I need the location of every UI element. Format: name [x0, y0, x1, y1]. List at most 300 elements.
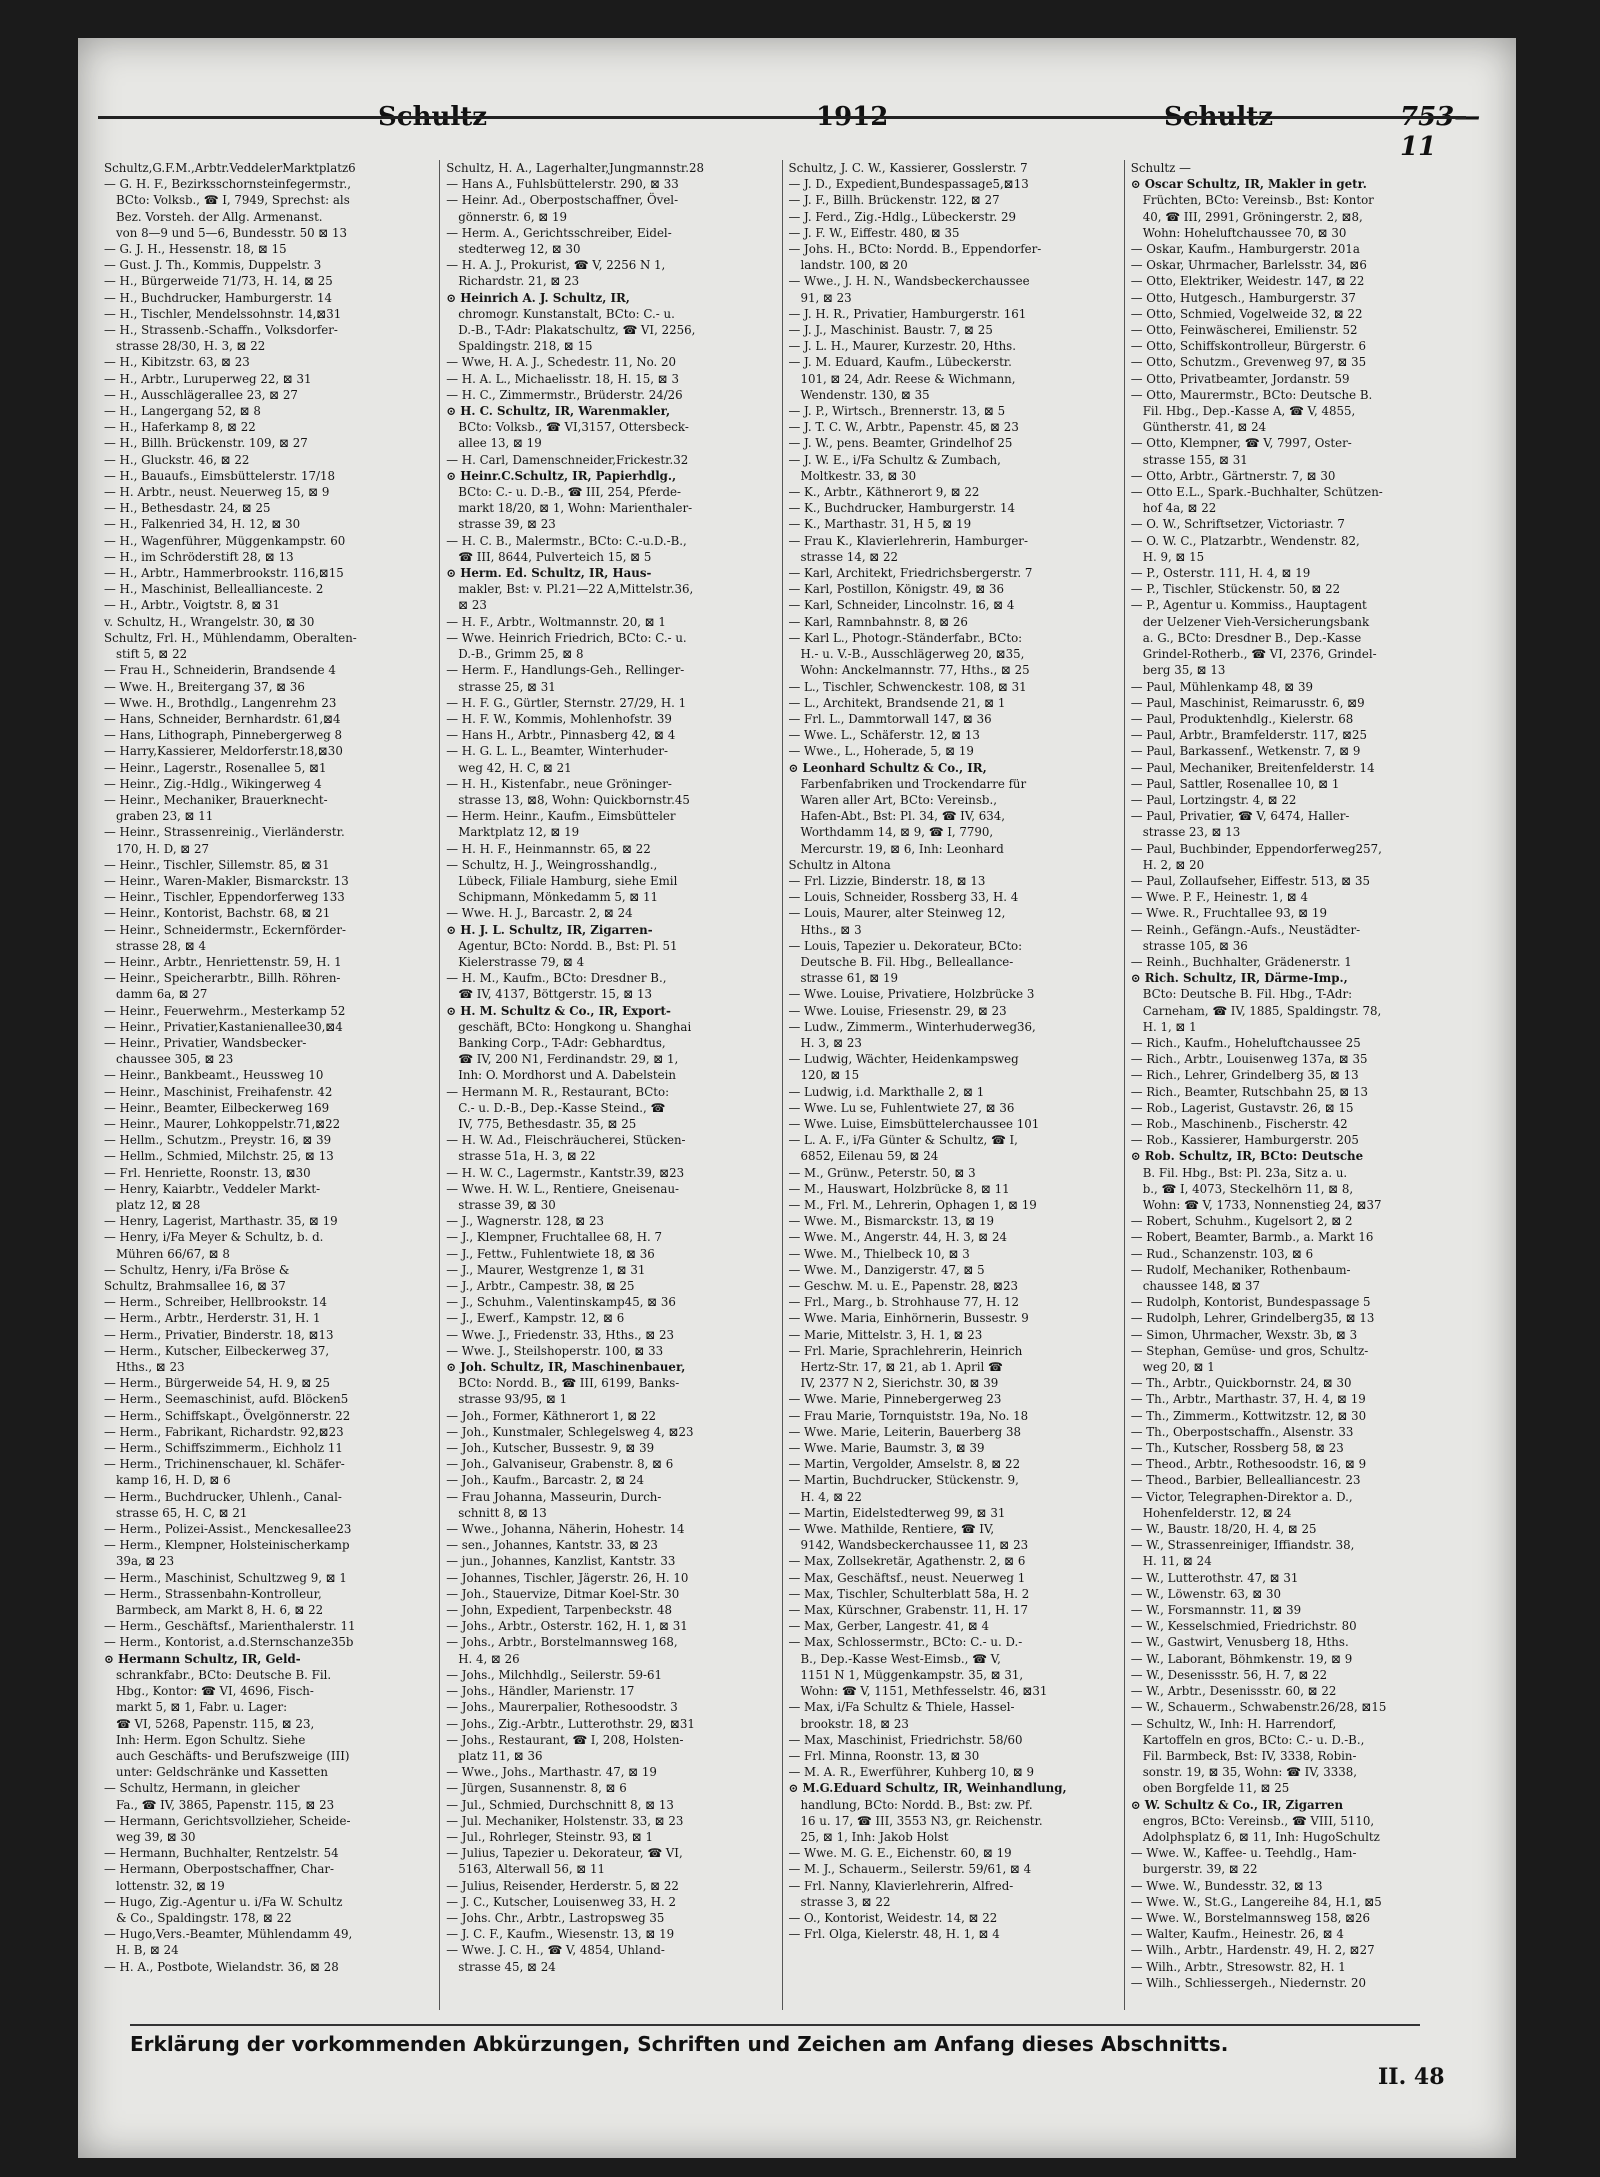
directory-entry: — Hans A., Fuhlsbüttelerstr. 290, ⊠ 33	[446, 177, 679, 192]
directory-entry: — Schultz, W., Inh: H. Harrendorf,	[1130, 1716, 1337, 1731]
directory-entry: — Wilh., Arbtr., Hardenstr. 49, H. 2, ⊠27	[1130, 1943, 1375, 1958]
directory-entry: Richardstr. 21, ⊠ 23	[458, 274, 580, 289]
directory-entry: — Wwe. H., Brothdlg., Langenrehm 23	[104, 695, 337, 710]
directory-entry: — J. W., pens. Beamter, Grindelhof 25	[788, 436, 1013, 451]
directory-entry: — Max, Kürschner, Grabenstr. 11, H. 17	[788, 1603, 1028, 1618]
directory-entry: — Frl. L., Dammtorwall 147, ⊠ 36	[788, 711, 992, 726]
directory-entry: — Heinr., Tischler, Eppendorferweg 133	[104, 890, 345, 905]
directory-entry: — Rob., Kassierer, Hamburgerstr. 205	[1130, 1133, 1359, 1148]
directory-entry: ☎ VI, 5268, Papenstr. 115, ⊠ 23,	[116, 1716, 315, 1731]
directory-entry: H.- u. V.-B., Ausschlägerweg 20, ⊠35,	[800, 647, 1025, 662]
directory-entry: — Wwe., Johanna, Näherin, Hohestr. 14	[446, 1522, 685, 1537]
directory-entry: — Hans, Schneider, Bernhardstr. 61,⊠4	[104, 711, 341, 726]
directory-entry: a. G., BCto: Dresdner B., Dep.-Kasse	[1142, 630, 1362, 645]
directory-entry: — Rudolph, Kontorist, Bundespassage 5	[1130, 1295, 1371, 1310]
directory-entry: 6852, Eilenau 59, ⊠ 24	[800, 1149, 939, 1164]
directory-entry: — Otto, Schutzm., Grevenweg 97, ⊠ 35	[1130, 355, 1367, 370]
directory-entry: Marktplatz 12, ⊠ 19	[458, 825, 580, 840]
directory-entry: H. B, ⊠ 24	[116, 1943, 179, 1958]
directory-entry: — Otto E.L., Spark.-Buchhalter, Schützen-	[1130, 485, 1383, 500]
directory-entry: — Hugo, Zig.-Agentur u. i/Fa W. Schultz	[104, 1894, 343, 1909]
directory-entry: — J. H. R., Privatier, Hamburgerstr. 161	[788, 306, 1027, 321]
directory-entry: strasse 39, ⊠ 23	[458, 517, 556, 532]
directory-entry: strasse 13, ⊠8, Wohn: Quickbornstr.45	[458, 792, 690, 807]
directory-entry: Güntherstr. 41, ⊠ 24	[1142, 420, 1267, 435]
directory-entry: B., Dep.-Kasse West-Eimsb., ☎ V,	[800, 1651, 1001, 1666]
directory-entry: — Johs. Chr., Arbtr., Lastropsweg 35	[446, 1910, 665, 1925]
directory-entry: — Otto, Elektriker, Weidestr. 147, ⊠ 22	[1130, 274, 1365, 289]
directory-entry: — Heinr., Schneidermstr., Eckernförder-	[104, 922, 347, 937]
directory-entry: Schultz —	[1130, 161, 1191, 175]
directory-entry: — O., Kontorist, Weidestr. 14, ⊠ 22	[788, 1910, 998, 1925]
directory-entry: sonstr. 19, ⊠ 35, Wohn: ☎ IV, 3338,	[1142, 1765, 1357, 1780]
directory-entry: — Ludwig, Wächter, Heidenkampsweg	[788, 1052, 1019, 1067]
directory-entry: BCto: Volksb., ☎ I, 7949, Sprechst: als	[116, 193, 350, 208]
directory-entry: — Herm., Bürgerweide 54, H. 9, ⊠ 25	[104, 1376, 331, 1391]
directory-entry: — Wwe., L., Hoherade, 5, ⊠ 19	[788, 744, 974, 759]
directory-entry: lottenstr. 32, ⊠ 19	[116, 1878, 225, 1893]
directory-entry: Hohenfelderstr. 12, ⊠ 24	[1142, 1505, 1292, 1520]
directory-entry: — Wwe. H. J., Barcastr. 2, ⊠ 24	[446, 906, 633, 921]
directory-entry: 39a, ⊠ 23	[116, 1554, 175, 1569]
directory-entry: — Heinr., Speicherarbtr., Billh. Röhren-	[104, 971, 341, 986]
directory-entry: — L. A. F., i/Fa Günter & Schultz, ☎ I,	[788, 1133, 1018, 1148]
directory-entry: — Henry, Lagerist, Marthastr. 35, ⊠ 19	[104, 1214, 338, 1229]
directory-entry: — Wwe. Mathilde, Rentiere, ☎ IV,	[788, 1522, 995, 1537]
directory-entry: — Jul., Schmied, Durchschnitt 8, ⊠ 13	[446, 1797, 674, 1812]
directory-entry: — J., Klempner, Fruchtallee 68, H. 7	[446, 1230, 663, 1245]
directory-entry: — H., Arbtr., Voigtstr. 8, ⊠ 31	[104, 598, 281, 613]
directory-entry: Wohn: Hoheluftchaussee 70, ⊠ 30	[1142, 225, 1347, 240]
directory-entry: strasse 65, H. C, ⊠ 21	[116, 1505, 248, 1520]
directory-entry: 40, ☎ III, 2991, Gröningerstr. 2, ⊠8,	[1142, 209, 1363, 224]
directory-entry: — Herm., Schiffszimmerm., Eichholz 11	[104, 1441, 343, 1456]
directory-entry: chromogr. Kunstanstalt, BCto: C.- u.	[458, 306, 675, 321]
directory-entry: — Frl. Lizzie, Binderstr. 18, ⊠ 13	[788, 873, 986, 888]
directory-entry: — Wwe. Louise, Friesenstr. 29, ⊠ 23	[788, 1003, 1007, 1018]
directory-entry: ⊙ Hermann Schultz, IR, Geld-	[104, 1651, 301, 1666]
directory-entry: — Johs., Händler, Marienstr. 17	[446, 1684, 635, 1699]
directory-entry: — Johannes, Tischler, Jägerstr. 26, H. 10	[446, 1570, 689, 1585]
directory-entry: Spaldingstr. 218, ⊠ 15	[458, 339, 593, 354]
directory-entry: — M. A. R., Ewerführer, Kuhberg 10, ⊠ 9	[788, 1765, 1035, 1780]
directory-entry: H. 4, ⊠ 26	[458, 1651, 520, 1666]
directory-entry: — Herm., Kutscher, Eilbeckerweg 37,	[104, 1343, 330, 1358]
directory-entry: — Paul, Privatier, ☎ V, 6474, Haller-	[1130, 809, 1350, 824]
directory-entry: — Herm., Geschäftsf., Marienthalerstr. 11	[104, 1619, 356, 1634]
directory-entry: — Frl. Marie, Sprachlehrerin, Heinrich	[788, 1343, 1023, 1358]
directory-entry: Farbenfabriken und Trockendarre für	[800, 776, 1027, 791]
directory-entry: — H., Bürgerweide 71/73, H. 14, ⊠ 25	[104, 274, 333, 289]
directory-entry: — H. F. W., Kommis, Mohlenhofstr. 39	[446, 711, 672, 726]
directory-entry: — J. J., Maschinist. Baustr. 7, ⊠ 25	[788, 323, 993, 338]
directory-entry: Moltkestr. 33, ⊠ 30	[800, 468, 917, 483]
directory-entry: strasse 28/30, H. 3, ⊠ 22	[116, 339, 266, 354]
directory-entry: — Hans H., Arbtr., Pinnasberg 42, ⊠ 4	[446, 728, 676, 743]
column-3	[782, 160, 1124, 2010]
directory-entry: — Max, Schlossermstr., BCto: C.- u. D.-	[788, 1635, 1023, 1650]
directory-entry: von 8—9 und 5—6, Bundesstr. 50 ⊠ 13	[116, 225, 347, 240]
directory-entry: — Otto, Arbtr., Gärtnerstr. 7, ⊠ 30	[1130, 468, 1336, 483]
directory-entry: — Paul, Mühlenkamp 48, ⊠ 39	[1130, 679, 1314, 694]
directory-entry: — Harry,Kassierer, Meldorferstr.18,⊠30	[104, 744, 343, 759]
directory-entry: allee 13, ⊠ 19	[458, 436, 542, 451]
directory-entry: Kielerstrasse 79, ⊠ 4	[458, 954, 585, 969]
page-header	[78, 102, 1516, 162]
directory-entry: H. 4, ⊠ 22	[800, 1489, 862, 1504]
directory-entry: Wohn: ☎ V, 1151, Methfesselstr. 46, ⊠31	[800, 1684, 1048, 1699]
directory-entry: — Herm., Polizei-Assist., Menckesallee23	[104, 1522, 352, 1537]
column-4	[1124, 160, 1466, 2010]
directory-entry: — Heinr., Beamter, Eilbeckerweg 169	[104, 1100, 330, 1115]
directory-entry: — Hellm., Schmied, Milchstr. 25, ⊠ 13	[104, 1149, 334, 1164]
directory-entry: — Herm., Strassenbahn-Kontrolleur,	[104, 1586, 322, 1601]
directory-entry: — Wwe. M., Bismarckstr. 13, ⊠ 19	[788, 1214, 994, 1229]
directory-entry: — Jul., Rohrleger, Steinstr. 93, ⊠ 1	[446, 1829, 653, 1844]
directory-entry: — H. C. B., Malermstr., BCto: C.-u.D.-B.,	[446, 533, 687, 548]
directory-entry: — Herm., Schreiber, Hellbrookstr. 14	[104, 1295, 327, 1310]
directory-entry: — Herm., Klempner, Holsteinischerkamp	[104, 1538, 350, 1553]
directory-entry: 170, H. D, ⊠ 27	[116, 841, 209, 856]
directory-entry: — Wwe. Lu se, Fuhlentwiete 27, ⊠ 36	[788, 1100, 1015, 1115]
directory-entry: — Martin, Eidelstedterweg 99, ⊠ 31	[788, 1505, 1006, 1520]
directory-entry: — Wwe. Luise, Eimsbüttelerchaussee 101	[788, 1116, 1040, 1131]
directory-entry: damm 6a, ⊠ 27	[116, 987, 208, 1002]
directory-entry: — jun., Johannes, Kanzlist, Kantstr. 33	[446, 1554, 676, 1569]
directory-entry: strasse 14, ⊠ 22	[800, 549, 898, 564]
directory-entry: — Hugo,Vers.-Beamter, Mühlendamm 49,	[104, 1927, 353, 1942]
directory-entry: makler, Bst: v. Pl.21—22 A,Mittelstr.36,	[458, 582, 694, 597]
directory-entry: — M., Hauswart, Holzbrücke 8, ⊠ 11	[788, 1181, 1010, 1196]
directory-entry: — Max, Geschäftsf., neust. Neuerweg 1	[788, 1570, 1026, 1585]
directory-entry: — Wwe. J., Steilshoperstr. 100, ⊠ 33	[446, 1343, 664, 1358]
directory-entry: Deutsche B. Fil. Hbg., Belleallance-	[800, 954, 1014, 969]
directory-entry: — H. H., Kistenfabr., neue Gröninger-	[446, 776, 672, 791]
directory-entry: ⊙ W. Schultz & Co., IR, Zigarren	[1130, 1797, 1344, 1812]
directory-entry: — Hermann, Buchhalter, Rentzelstr. 54	[104, 1846, 339, 1861]
directory-entry: — Ludw., Zimmerm., Winterhuderweg36,	[788, 1019, 1036, 1034]
column-1	[98, 160, 439, 2010]
directory-entry: — P., Osterstr. 111, H. 4, ⊠ 19	[1130, 566, 1311, 581]
directory-entry: — Johs. H., BCto: Nordd. B., Eppendorfer-	[788, 242, 1042, 257]
directory-entry: — W., Löwenstr. 63, ⊠ 30	[1130, 1586, 1282, 1601]
directory-entry: BCto: C.- u. D.-B., ☎ III, 254, Pferde-	[458, 485, 681, 500]
directory-entry: — J. L. H., Maurer, Kurzestr. 20, Hths.	[788, 339, 1016, 354]
header-right-name: Schultz	[1164, 102, 1274, 132]
directory-entry: — Heinr., Privatier,Kastanienallee30,⊠4	[104, 1019, 343, 1034]
directory-entry: — Wwe. Maria, Einhörnerin, Bussestr. 9	[788, 1311, 1029, 1326]
directory-entry: — Wwe., Johs., Marthastr. 47, ⊠ 19	[446, 1765, 657, 1780]
directory-entry: — P., Tischler, Stückenstr. 50, ⊠ 22	[1130, 582, 1341, 597]
directory-entry: H. 3, ⊠ 23	[800, 1035, 862, 1050]
directory-entry: v. Schultz, H., Wrangelstr. 30, ⊠ 30	[104, 614, 315, 629]
directory-entry: — H. Arbtr., neust. Neuerweg 15, ⊠ 9	[104, 485, 330, 500]
directory-entry: — Hellm., Schutzm., Preystr. 16, ⊠ 39	[104, 1133, 332, 1148]
directory-entry: — W., Arbtr., Desenissstr. 60, ⊠ 22	[1130, 1684, 1337, 1699]
directory-entry: Schipmann, Mönkedamm 5, ⊠ 11	[458, 890, 659, 905]
directory-entry: ⊙ Rich. Schultz, IR, Därme-Imp.,	[1130, 971, 1348, 986]
directory-entry: — Rudolph, Lehrer, Grindelberg35, ⊠ 13	[1130, 1311, 1375, 1326]
directory-entry: strasse 105, ⊠ 36	[1142, 938, 1248, 953]
directory-entry: BCto: Nordd. B., ☎ III, 6199, Banks-	[458, 1376, 680, 1391]
directory-entry: — J., Wagnerstr. 128, ⊠ 23	[446, 1214, 605, 1229]
directory-entry: ⊙ Herm. Ed. Schultz, IR, Haus-	[446, 566, 652, 581]
directory-entry: — Oskar, Kaufm., Hamburgerstr. 201a	[1130, 242, 1360, 257]
directory-entry: — J. F. W., Eiffestr. 480, ⊠ 35	[788, 225, 960, 240]
directory-entry: — Oskar, Uhrmacher, Barlelsstr. 34, ⊠6	[1130, 258, 1367, 273]
directory-entry: — Herm., Kontorist, a.d.Sternschanze35b	[104, 1635, 354, 1650]
directory-entry: — Frl., Marg., b. Strohhause 77, H. 12	[788, 1295, 1019, 1310]
directory-entry: — H., Langergang 52, ⊠ 8	[104, 404, 261, 419]
directory-entry: — Johs., Zig.-Arbtr., Lutterothstr. 29, ⊠31	[446, 1716, 695, 1731]
volume-page-number: II. 48	[1378, 2064, 1445, 2090]
directory-entry: — Louis, Schneider, Rossberg 33, H. 4	[788, 890, 1019, 905]
directory-entry: Worthdamm 14, ⊠ 9, ☎ I, 7790,	[800, 825, 994, 840]
directory-entry: — Th., Zimmerm., Kottwitzstr. 12, ⊠ 30	[1130, 1408, 1367, 1423]
directory-entry: — Wwe. Heinrich Friedrich, BCto: C.- u.	[446, 630, 687, 645]
directory-entry: strasse 93/95, ⊠ 1	[458, 1392, 568, 1407]
directory-entry: — Rudolf, Mechaniker, Rothenbaum-	[1130, 1262, 1351, 1277]
directory-entry: — Rud., Schanzenstr. 103, ⊠ 6	[1130, 1246, 1314, 1261]
directory-entry: — Wwe. W., St.G., Langereihe 84, H.1, ⊠5	[1130, 1894, 1382, 1909]
directory-entry: — J. M. Eduard, Kaufm., Lübeckerstr.	[788, 355, 1012, 370]
directory-entry: — W., Kesselschmied, Friedrichstr. 80	[1130, 1619, 1357, 1634]
directory-entry: — H., Arbtr., Hammerbrookstr. 116,⊠15	[104, 566, 344, 581]
directory-entry: stift 5, ⊠ 22	[116, 647, 188, 662]
directory-entry: — Heinr., Mechaniker, Brauerknecht-	[104, 792, 328, 807]
directory-entry: gönnerstr. 6, ⊠ 19	[458, 209, 568, 224]
directory-entry: — Martin, Vergolder, Amselstr. 8, ⊠ 22	[788, 1457, 1021, 1472]
directory-entry: schrankfabr., BCto: Deutsche B. Fil.	[116, 1667, 332, 1682]
directory-entry: Schultz, H. A., Lagerhalter,Jungmannstr.28	[446, 161, 704, 175]
directory-entry: IV, 775, Bethesdastr. 35, ⊠ 25	[458, 1116, 637, 1131]
directory-entry: — H. F., Arbtr., Woltmannstr. 20, ⊠ 1	[446, 614, 666, 629]
directory-entry: graben 23, ⊠ 11	[116, 809, 214, 824]
directory-entry: — J., Ewerf., Kampstr. 12, ⊠ 6	[446, 1311, 625, 1326]
directory-entry: — J. W. E., i/Fa Schultz & Zumbach,	[788, 452, 1001, 467]
directory-entry: — Wwe., J. H. N., Wandsbeckerchaussee	[788, 274, 1030, 289]
directory-entry: — Rob., Maschinenb., Fischerstr. 42	[1130, 1116, 1348, 1131]
directory-entry: — Heinr., Lagerstr., Rosenallee 5, ⊠1	[104, 760, 327, 775]
directory-entry: — W., Gastwirt, Venusberg 18, Hths.	[1130, 1635, 1349, 1650]
directory-entry: — Heinr. Ad., Oberpostschaffner, Övel-	[446, 193, 679, 208]
directory-entry: chaussee 305, ⊠ 23	[116, 1052, 234, 1067]
directory-entry: ☎ IV, 200 N1, Ferdinandstr. 29, ⊠ 1,	[458, 1052, 679, 1067]
directory-entry: — Paul, Produktenhdlg., Kielerstr. 68	[1130, 711, 1354, 726]
directory-entry: — J., Schuhm., Valentinskamp45, ⊠ 36	[446, 1295, 676, 1310]
directory-entry: — Schultz, Henry, i/Fa Bröse &	[104, 1262, 290, 1277]
directory-entry: — W., Baustr. 18/20, H. 4, ⊠ 25	[1130, 1522, 1317, 1537]
directory-entry: — H. A. J., Prokurist, ☎ V, 2256 N 1,	[446, 258, 666, 273]
directory-entry: — Paul, Maschinist, Reimarusstr. 6, ⊠9	[1130, 695, 1365, 710]
directory-entry: — Otto, Feinwäscherei, Emilienstr. 52	[1130, 323, 1358, 338]
directory-entry: — W., Laborant, Böhmkenstr. 19, ⊠ 9	[1130, 1651, 1353, 1666]
directory-entry: — J. T. C. W., Arbtr., Papenstr. 45, ⊠ 23	[788, 420, 1019, 435]
directory-entry: — H., Maschinist, Belleallianceste. 2	[104, 582, 324, 597]
directory-entry: — Wwe. M. G. E., Eichenstr. 60, ⊠ 19	[788, 1846, 1012, 1861]
directory-entry: — J., Fettw., Fuhlentwiete 18, ⊠ 36	[446, 1246, 655, 1261]
directory-entry: — Herm., Arbtr., Herderstr. 31, H. 1	[104, 1311, 321, 1326]
directory-entry: ☎ IV, 4137, Böttgerstr. 15, ⊠ 13	[458, 987, 653, 1002]
directory-entry: ☎ III, 8644, Pulverteich 15, ⊠ 5	[458, 549, 652, 564]
directory-entry: — L., Architekt, Brandsende 21, ⊠ 1	[788, 695, 1006, 710]
directory-entry: — Wwe. W., Borstelmannsweg 158, ⊠26	[1130, 1910, 1371, 1925]
directory-entry: — Wwe. Louise, Privatiere, Holzbrücke 3	[788, 987, 1035, 1002]
directory-entry: — Paul, Barkassenf., Wetkenstr. 7, ⊠ 9	[1130, 744, 1361, 759]
directory-entry: — Heinr., Zig.-Hdlg., Wikingerweg 4	[104, 776, 322, 791]
directory-entry: — H., Falkenried 34, H. 12, ⊠ 30	[104, 517, 301, 532]
directory-entry: — J., Arbtr., Campestr. 38, ⊠ 25	[446, 1279, 635, 1294]
directory-entry: — Wilh., Arbtr., Stresowstr. 82, H. 1	[1130, 1959, 1346, 1974]
header-page-number: 753—11	[1400, 102, 1481, 162]
directory-entry: — Paul, Sattler, Rosenallee 10, ⊠ 1	[1130, 776, 1340, 791]
directory-entry: — H. A., Postbote, Wielandstr. 36, ⊠ 28	[104, 1959, 339, 1974]
directory-entry: ⊙ Leonhard Schultz & Co., IR,	[788, 760, 987, 775]
directory-entry: — Johs., Maurerpalier, Rothesoodstr. 3	[446, 1700, 678, 1715]
directory-entry: — Theod., Arbtr., Rothesoodstr. 16, ⊠ 9	[1130, 1457, 1367, 1472]
directory-entry: Carneham, ☎ IV, 1885, Spaldingstr. 78,	[1142, 1003, 1382, 1018]
directory-entry: — W., Forsmannstr. 11, ⊠ 39	[1130, 1603, 1302, 1618]
directory-entry: — H. G. L. L., Beamter, Winterhuder-	[446, 744, 668, 759]
directory-entry: Hths., ⊠ 23	[116, 1360, 185, 1375]
header-year: 1912	[816, 102, 889, 132]
directory-entry: — Herm., Trichinenschauer, kl. Schäfer-	[104, 1457, 345, 1472]
directory-entry: — Hans, Lithograph, Pinnebergerweg 8	[104, 728, 343, 743]
directory-entry: — J. Ferd., Zig.-Hdlg., Lübeckerstr. 29	[788, 209, 1016, 224]
directory-entry: engros, BCto: Vereinsb., ☎ VIII, 5110,	[1142, 1813, 1375, 1828]
directory-entry: — H., Buchdrucker, Hamburgerstr. 14	[104, 290, 333, 305]
directory-entry: — H., Gluckstr. 46, ⊠ 22	[104, 452, 250, 467]
directory-entry: — Wwe. J., Friedenstr. 33, Hths., ⊠ 23	[446, 1327, 674, 1342]
directory-entry: — Wwe. M., Danzigerstr. 47, ⊠ 5	[788, 1262, 985, 1277]
directory-entry: 5163, Alterwall 56, ⊠ 11	[458, 1862, 606, 1877]
directory-entry: — Johs., Milchhdlg., Seilerstr. 59-61	[446, 1667, 662, 1682]
directory-entry: — Schultz, Hermann, in gleicher	[104, 1781, 300, 1796]
directory-entry: — Th., Kutscher, Rossberg 58, ⊠ 23	[1130, 1441, 1344, 1456]
directory-entry: — H., Ausschlägerallee 23, ⊠ 27	[104, 387, 298, 402]
directory-entry: — Herm., Schiffskapt., Övelgönnerstr. 22	[104, 1408, 351, 1423]
directory-entry: Grindel-Rotherb., ☎ VI, 2376, Grindel-	[1142, 647, 1377, 662]
directory-entry: — W., Strassenreiniger, Iffiandstr. 38,	[1130, 1538, 1355, 1553]
directory-entry: — Wwe. Marie, Pinnebergerweg 23	[788, 1392, 1002, 1407]
abbreviation-note: Erklärung der vorkommenden Abkürzungen, Schriften und Zeichen am Anfang dieses Abschnitts.	[130, 2024, 1420, 2056]
directory-entry: — Max, Zollsekretär, Agathenstr. 2, ⊠ 6	[788, 1554, 1026, 1569]
directory-entry: — Th., Oberpostschaffn., Alsenstr. 33	[1130, 1424, 1354, 1439]
directory-entry: — Rob., Lagerist, Gustavstr. 26, ⊠ 15	[1130, 1100, 1354, 1115]
directory-entry: berg 35, ⊠ 13	[1142, 663, 1226, 678]
directory-entry: — H., Wagenführer, Müggenkampstr. 60	[104, 533, 346, 548]
directory-entry: — Max, i/Fa Schultz & Thiele, Hassel-	[788, 1700, 1015, 1715]
directory-entry: Mercurstr. 19, ⊠ 6, Inh: Leonhard	[800, 841, 1004, 856]
directory-entry: — M., Grünw., Peterstr. 50, ⊠ 3	[788, 1165, 976, 1180]
directory-entry: markt 5, ⊠ 1, Fabr. u. Lager:	[116, 1700, 288, 1715]
directory-entry: — Herm., Seemaschinist, aufd. Blöcken5	[104, 1392, 349, 1407]
directory-entry: — Otto, Hutgesch., Hamburgerstr. 37	[1130, 290, 1356, 305]
directory-entry: — Th., Arbtr., Quickbornstr. 24, ⊠ 30	[1130, 1376, 1352, 1391]
directory-entry: — Heinr., Tischler, Sillemstr. 85, ⊠ 31	[104, 857, 330, 872]
directory-entry: Wohn: Anckelmannstr. 77, Hths., ⊠ 25	[800, 663, 1030, 678]
directory-entry: landstr. 100, ⊠ 20	[800, 258, 908, 273]
directory-entry: — Herm. A., Gerichtsschreiber, Eidel-	[446, 225, 672, 240]
directory-entry: D.-B., Grimm 25, ⊠ 8	[458, 647, 584, 662]
directory-entry: — Robert, Beamter, Barmb., a. Markt 16	[1130, 1230, 1374, 1245]
directory-entry: ⊙ H. C. Schultz, IR, Warenmakler,	[446, 404, 671, 419]
directory-entry: — Geschw. M. u. E., Papenstr. 28, ⊠23	[788, 1279, 1019, 1294]
directory-entry: — Louis, Tapezier u. Dekorateur, BCto:	[788, 938, 1023, 953]
directory-entry: Wohn: ☎ V, 1733, Nonnenstieg 24, ⊠37	[1142, 1198, 1382, 1212]
directory-entry: — Theod., Barbier, Bellealliancestr. 23	[1130, 1473, 1361, 1488]
directory-entry: ⊠ 23	[458, 598, 487, 613]
directory-entry: Waren aller Art, BCto: Vereinsb.,	[800, 792, 997, 807]
directory-entry: — L., Tischler, Schwenckestr. 108, ⊠ 31	[788, 679, 1027, 694]
directory-entry: 25, ⊠ 1, Inh: Jakob Holst	[800, 1829, 949, 1844]
directory-entry: — Gust. J. Th., Kommis, Duppelstr. 3	[104, 258, 322, 273]
directory-entry: — Jürgen, Susannenstr. 8, ⊠ 6	[446, 1781, 627, 1796]
directory-entry: weg 20, ⊠ 1	[1142, 1360, 1215, 1375]
directory-entry: Inh: O. Mordhorst und A. Dabelstein	[458, 1068, 677, 1083]
directory-entry: — Hermann, Oberpostschaffner, Char-	[104, 1862, 335, 1877]
directory-entry: — Herm. F., Handlungs-Geh., Rellinger-	[446, 663, 685, 678]
directory-entry: ⊙ H. M. Schultz & Co., IR, Export-	[446, 1003, 671, 1018]
directory-entry: burgerstr. 39, ⊠ 22	[1142, 1862, 1258, 1877]
directory-entry: — Heinr., Maurer, Lohkoppelstr.71,⊠22	[104, 1116, 341, 1131]
directory-entry: — Joh., Kunstmaler, Schlegelsweg 4, ⊠23	[446, 1424, 694, 1439]
directory-entry: — K., Buchdrucker, Hamburgerstr. 14	[788, 501, 1016, 516]
directory-entry: — H., Haferkamp 8, ⊠ 22	[104, 420, 256, 435]
directory-entry: — Wwe. J. C. H., ☎ V, 4854, Uhland-	[446, 1943, 665, 1958]
directory-entry: — P., Agentur u. Kommiss., Hauptagent	[1130, 598, 1367, 613]
directory-entry: — H. W. Ad., Fleischräucherei, Stücken-	[446, 1133, 686, 1148]
directory-entry: — Heinr., Bankbeamt., Heussweg 10	[104, 1068, 324, 1083]
directory-entry: Hafen-Abt., Bst: Pl. 34, ☎ IV, 634,	[800, 809, 1006, 824]
directory-entry: strasse 45, ⊠ 24	[458, 1959, 556, 1974]
directory-entry: — Wwe. L., Schäferstr. 12, ⊠ 13	[788, 728, 980, 743]
directory-entry: brookstr. 18, ⊠ 23	[800, 1716, 909, 1731]
directory-entry: — Simon, Uhrmacher, Wexstr. 3b, ⊠ 3	[1130, 1327, 1358, 1342]
directory-entry: platz 12, ⊠ 28	[116, 1198, 201, 1212]
directory-entry: — Max, Maschinist, Friedrichstr. 58/60	[788, 1732, 1023, 1747]
directory-entry: — Otto, Privatbeamter, Jordanstr. 59	[1130, 371, 1350, 386]
directory-entry: Wendenstr. 130, ⊠ 35	[800, 387, 930, 402]
directory-entry: — H. F. G., Gürtler, Sternstr. 27/29, H. 1	[446, 695, 687, 710]
directory-entry: — Frl. Henriette, Roonstr. 13, ⊠30	[104, 1165, 311, 1180]
directory-entry: ⊙ H. J. L. Schultz, IR, Zigarren-	[446, 922, 653, 937]
directory-entry: — Herm., Buchdrucker, Uhlenh., Canal-	[104, 1489, 342, 1504]
directory-entry: — Henry, i/Fa Meyer & Schultz, b. d.	[104, 1230, 324, 1245]
directory-entry: Agentur, BCto: Nordd. B., Bst: Pl. 51	[458, 938, 678, 953]
directory-entry: — Heinr., Privatier, Wandsbecker-	[104, 1035, 307, 1050]
directory-entry: — J. C., Kutscher, Louisenweg 33, H. 2	[446, 1894, 677, 1909]
directory-entry: — Wwe, H. A. J., Schedestr. 11, No. 20	[446, 355, 677, 370]
directory-entry: — Frl. Olga, Kielerstr. 48, H. 1, ⊠ 4	[788, 1927, 1000, 1942]
directory-entry: 101, ⊠ 24, Adr. Reese & Wichmann,	[800, 371, 1016, 386]
directory-entry: 1151 N 1, Müggenkampstr. 35, ⊠ 31,	[800, 1667, 1024, 1682]
directory-entry: — Ludwig, i.d. Markthalle 2, ⊠ 1	[788, 1084, 985, 1099]
directory-entry: — Th., Arbtr., Marthastr. 37, H. 4, ⊠ 19	[1130, 1392, 1366, 1407]
directory-entry: — H., Billh. Brückenstr. 109, ⊠ 27	[104, 436, 308, 451]
directory-entry: — H. M., Kaufm., BCto: Dresdner B.,	[446, 971, 667, 986]
directory-entry: — H., Tischler, Mendelssohnstr. 14,⊠31	[104, 306, 342, 321]
directory-entry: — Karl, Postillon, Königstr. 49, ⊠ 36	[788, 582, 1004, 597]
directory-entry: — Joh., Kutscher, Bussestr. 9, ⊠ 39	[446, 1441, 655, 1456]
directory-entry: strasse 39, ⊠ 30	[458, 1198, 556, 1212]
directory-entry: — John, Expedient, Tarpenbeckstr. 48	[446, 1603, 672, 1618]
directory-entry: — Paul, Arbtr., Bramfelderstr. 117, ⊠25	[1130, 728, 1368, 743]
directory-entry: — Wwe. W., Kaffee- u. Teehdlg., Ham-	[1130, 1846, 1357, 1861]
directory-entry: — Wwe. H. W. L., Rentiere, Gneisenau-	[446, 1181, 680, 1196]
directory-entry: hof 4a, ⊠ 22	[1142, 501, 1217, 516]
directory-entry: — Paul, Zollaufseher, Eiffestr. 513, ⊠ 35	[1130, 873, 1370, 888]
